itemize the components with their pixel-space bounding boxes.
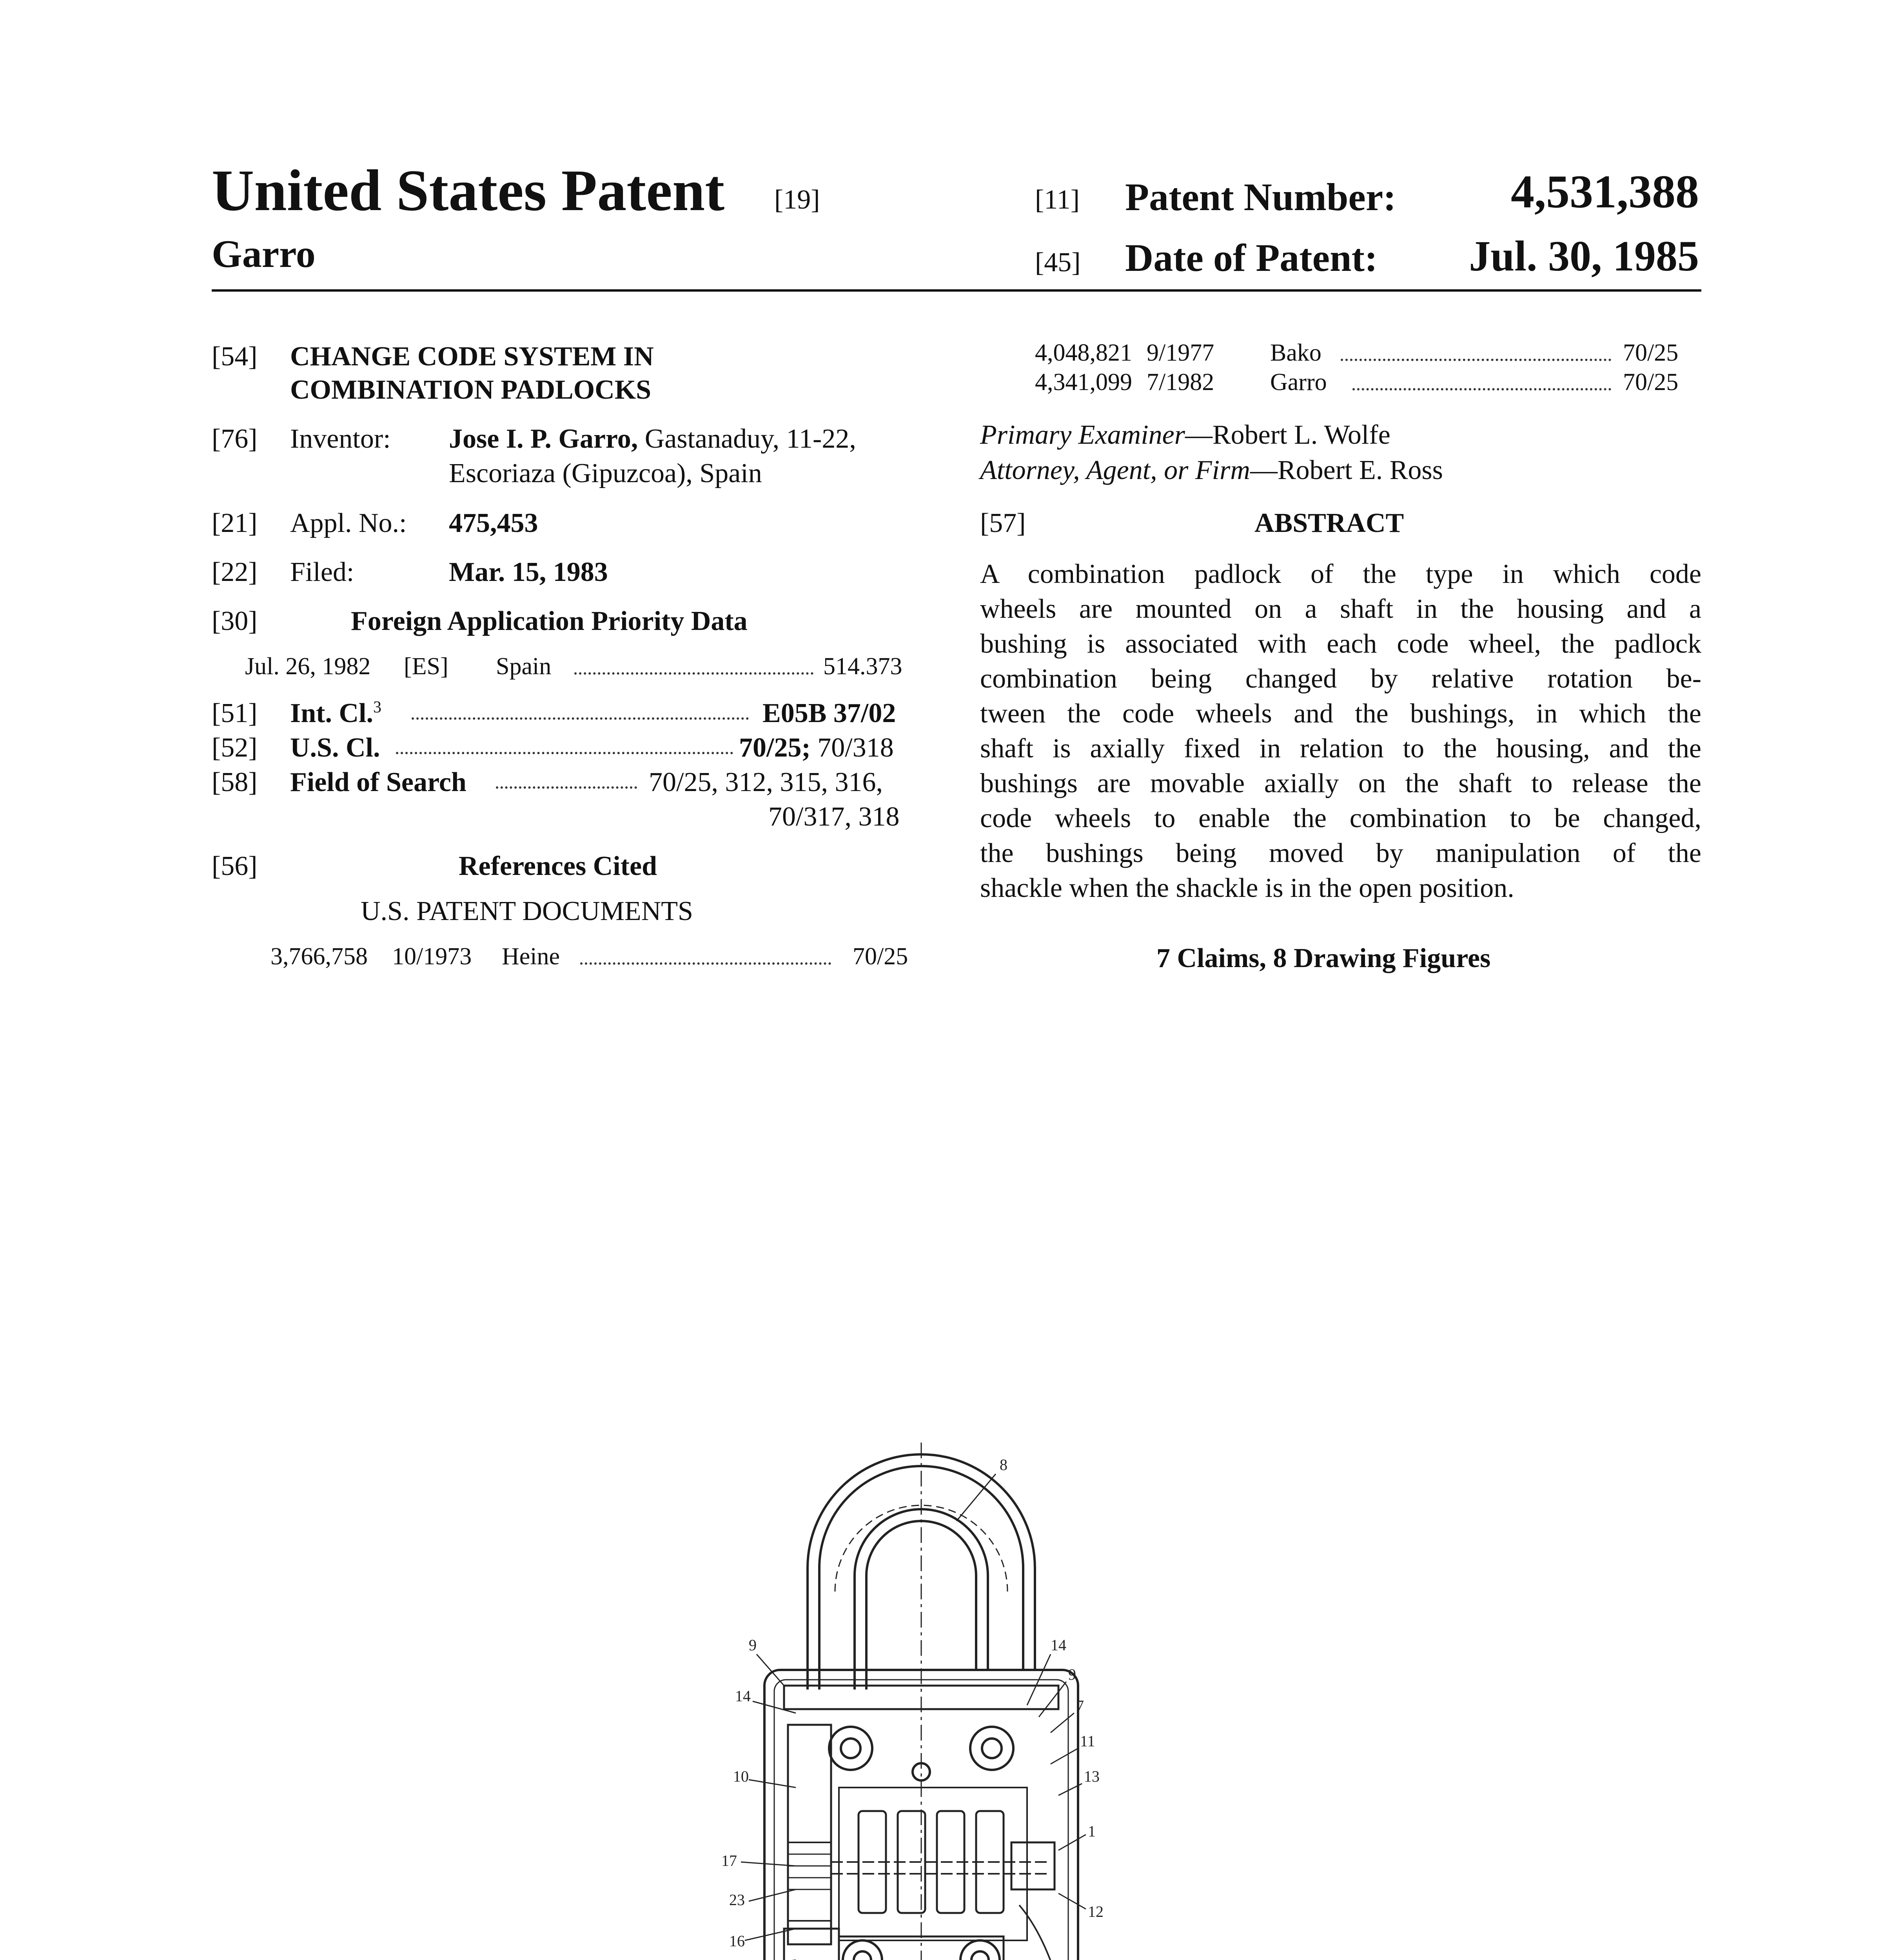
dot-leader [1352,388,1611,390]
abstract-line: code wheels to enable the combination to be changed, [980,803,1701,833]
ref-numeral: 14 [735,1687,751,1705]
ref-numeral: 13 [1084,1768,1100,1785]
ref-numeral: 11 [1080,1732,1095,1750]
ref-numeral: 7 [1076,1697,1084,1715]
ref-number: 4,048,821 [1035,339,1132,366]
foreign-heading: Foreign Application Priority Data [351,606,748,636]
uscl-field-code: [52] [212,733,258,763]
header-rule [212,289,1701,292]
title-field-code: [54] [212,341,258,372]
intcl-field-code: [51] [212,698,258,728]
patent-title: United States Patent [212,158,725,223]
appl-label: Appl. No.: [290,508,407,538]
ref-number: 3,766,758 [270,943,368,970]
abstract-line: tween the code wheels and the bushings, in which the [980,699,1701,729]
date-code: [45] [1035,247,1081,278]
filed-date: Mar. 15, 1983 [449,557,608,587]
uscl-value-primary: 70/25; [739,733,811,763]
appl-number: 475,453 [449,508,538,538]
attorney-name: —Robert E. Ross [1250,455,1443,485]
examiner-label: Primary Examiner [980,420,1185,450]
ref-name: Bako [1270,339,1321,366]
ref-name: Garro [1270,369,1327,396]
ref-date: 7/1982 [1147,369,1214,396]
intcl-label-text: Int. Cl. [290,698,373,728]
ref-class: 70/25 [1623,339,1679,366]
ref-numeral: 1 [1088,1822,1096,1840]
ref-date: 9/1977 [1147,339,1214,366]
ref-class: 70/25 [1623,369,1679,396]
inventor-address2: Escoriaza (Gipuzcoa), Spain [449,458,762,488]
dot-leader [580,962,831,965]
foreign-field-code: [30] [212,606,258,636]
dot-leader [412,717,749,720]
appl-field-code: [21] [212,508,258,538]
patent-date: Jul. 30, 1985 [1469,232,1699,280]
filed-field-code: [22] [212,557,258,587]
invention-title-line1: CHANGE CODE SYSTEM IN [290,341,654,372]
abstract-line: shaft is axially fixed in relation to the housing, and the [980,733,1701,764]
abstract-heading: ABSTRACT [1254,508,1404,538]
dot-leader [574,672,813,675]
abstract-field-code: [57] [980,508,1026,538]
attorney-label: Attorney, Agent, or Firm [980,455,1250,485]
fos-label: Field of Search [290,767,466,797]
abstract-line: the bushings being moved by manipulation of the [980,838,1701,868]
ref-numeral: 9 [749,1636,757,1654]
dot-leader [1341,359,1611,361]
uscl-values [739,732,894,764]
uscl-label: U.S. Cl. [290,733,380,763]
abstract-line: combination being changed by relative rotation be- [980,664,1701,694]
refs-field-code: [56] [212,851,258,881]
intcl-label [290,698,381,729]
foreign-country: Spain [496,653,552,680]
uscl-value-secondary: 70/318 [817,733,894,763]
foreign-number: 514.373 [823,653,902,680]
abstract-line: wheels are mounted on a shaft in the housing and a [980,594,1701,624]
foreign-country-code: [ES] [404,653,448,680]
inventor-field-code: [76] [212,424,258,454]
patent-number-code: [11] [1035,185,1080,215]
foreign-date: Jul. 26, 1982 [245,653,371,680]
ref-numeral: 17 [721,1852,737,1869]
ref-name: Heine [502,943,560,970]
abstract-body [980,557,1701,906]
abstract-line: shackle when the shackle is in the open position. [980,873,1514,903]
date-label: Date of Patent: [1125,236,1378,279]
fos-field-code: [58] [212,767,258,797]
abstract-line: bushing is associated with each code wheel, the padlock [980,629,1701,659]
dot-leader [396,752,733,754]
ref-numeral: 12 [1088,1903,1104,1920]
fos-values-line1: 70/25, 312, 315, 316, [649,767,883,797]
code-wheels [831,1788,1058,1960]
inventor-surname: Garro [212,232,316,276]
padlock-figure [706,1372,1254,1960]
attorney [980,455,1443,486]
ref-numeral: 8 [1000,1456,1007,1474]
abstract-line: bushings are movable axially on the shaft to release the [980,768,1701,799]
ref-numeral: 16 [729,1932,745,1950]
ref-numeral: 14 [1051,1636,1066,1654]
primary-examiner [980,419,1390,451]
refs-subheading: U.S. PATENT DOCUMENTS [361,896,693,926]
inventor-line1 [449,423,856,455]
fos-values-line2: 70/317, 318 [768,802,900,832]
inventor-label: Inventor: [290,424,391,454]
invention-title-line2: COMBINATION PADLOCKS [290,375,652,405]
title-code: [19] [774,185,820,215]
ref-date: 10/1973 [392,943,472,970]
inventor-name: Jose I. P. Garro, [449,424,638,454]
intcl-superscript: 3 [373,698,381,717]
abstract-line: A combination padlock of the type in which code [980,559,1701,589]
patent-number-label: Patent Number: [1125,175,1396,219]
examiner-name: —Robert L. Wolfe [1185,420,1390,450]
ref-numeral: 10 [733,1768,749,1785]
ref-numeral: 23 [729,1891,745,1909]
ref-number: 4,341,099 [1035,369,1132,396]
refs-heading: References Cited [459,851,657,881]
intcl-value: E05B 37/02 [762,698,896,728]
inventor-address1: Gastanaduy, 11-22, [644,424,856,454]
filed-label: Filed: [290,557,354,587]
patent-number: 4,531,388 [1511,165,1699,218]
dot-leader [496,786,637,789]
ref-class: 70/25 [853,943,908,970]
ref-numeral: 9 [1068,1666,1076,1683]
claims-summary: 7 Claims, 8 Drawing Figures [1156,943,1491,973]
